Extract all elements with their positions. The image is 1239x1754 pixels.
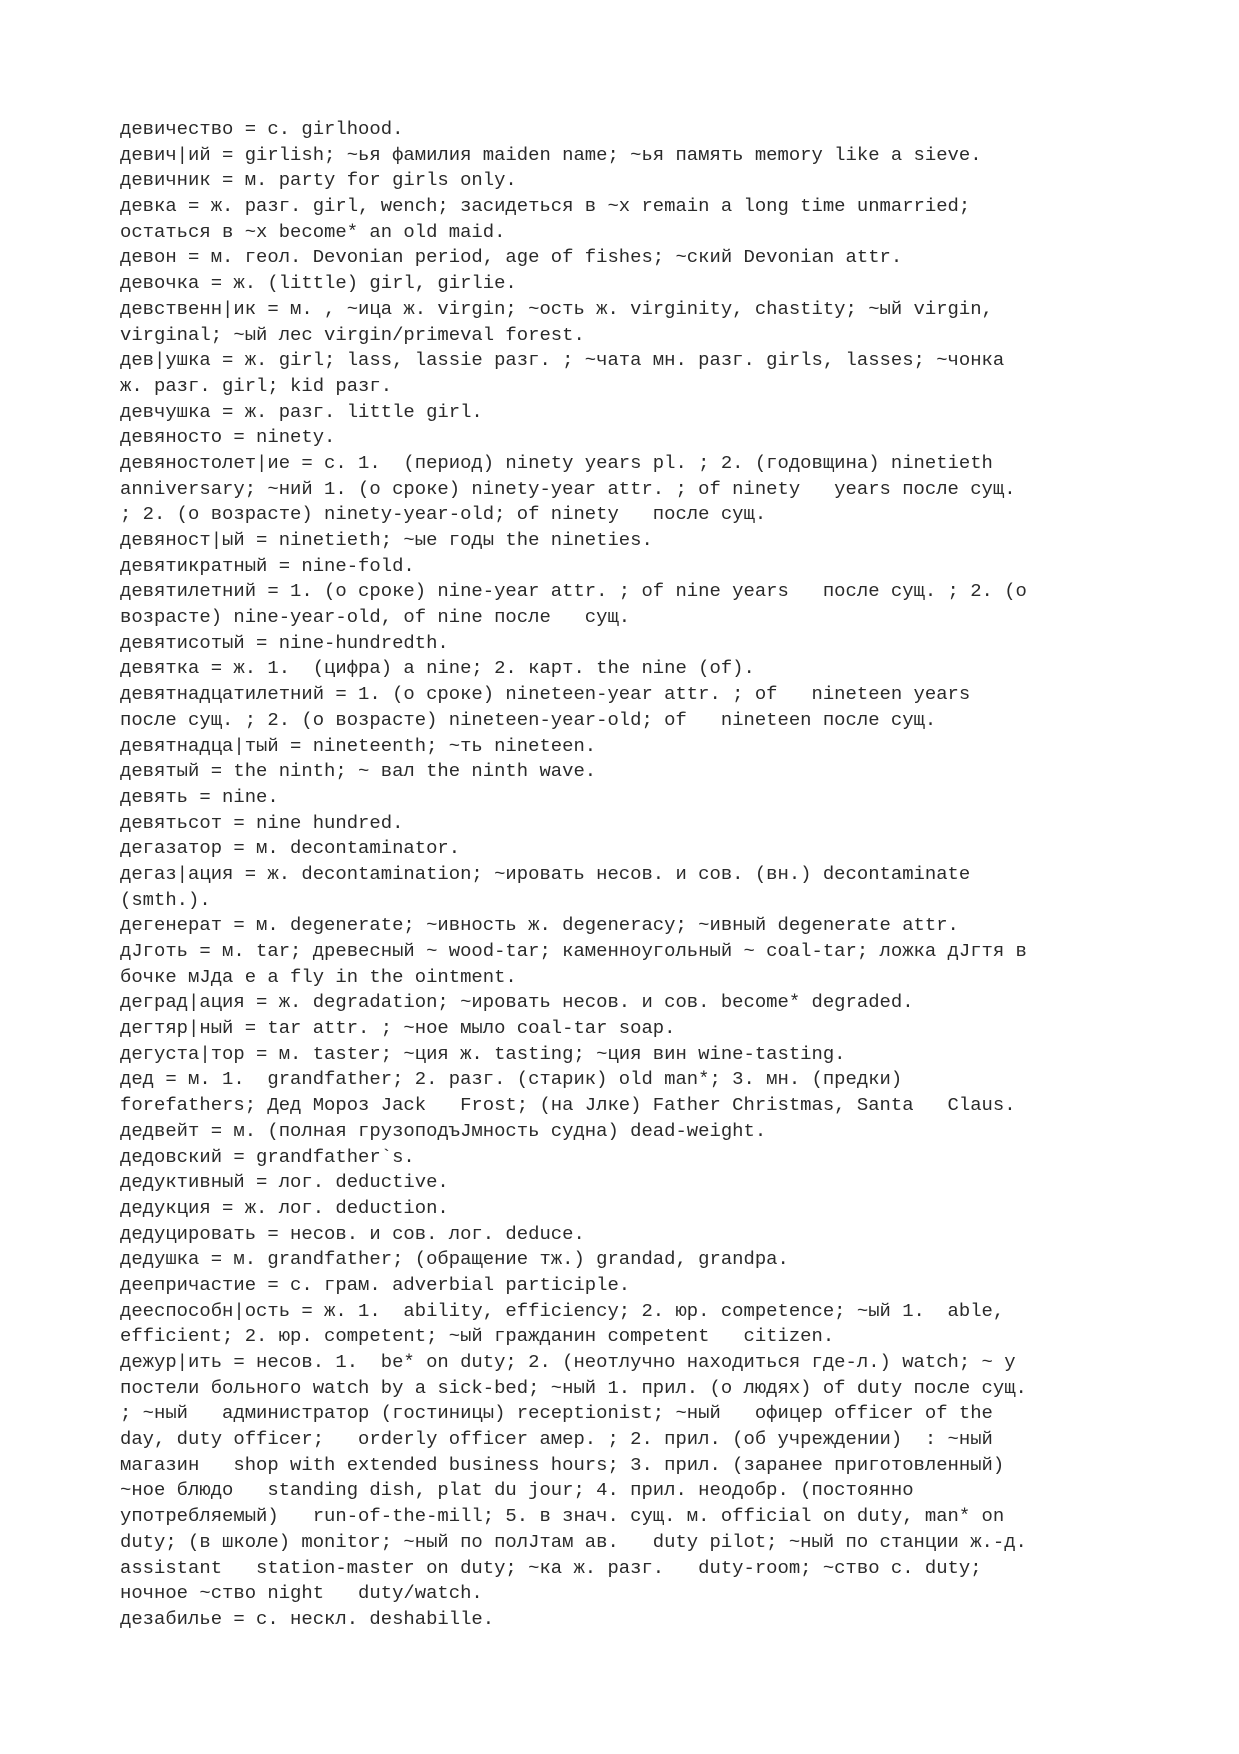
dictionary-line: дедовский = grandfather`s. xyxy=(120,1145,415,1168)
dictionary-line: девяностолет|ие = с. 1. (период) ninety years pl. ; 2. (годовщина) ninetieth xyxy=(120,451,993,474)
dictionary-line: девятка = ж. 1. (цифра) a nine; 2. карт. the nine (of). xyxy=(120,657,755,680)
dictionary-line: ; 2. (о возрасте) ninety-year-old; of ninety после сущ. xyxy=(120,503,767,526)
dictionary-line: девяност|ый = ninetieth; ~ые годы the nineties. xyxy=(120,529,653,551)
dictionary-line: девятнадца|тый = nineteenth; ~ть nineteen. xyxy=(120,734,597,757)
dictionary-line: дезабилье = с. нескл. deshabille. xyxy=(120,1607,495,1630)
dictionary-line: ночное ~ство night duty/watch. xyxy=(120,1582,483,1605)
dictionary-line: девятилетний = 1. (о сроке) nine-year attr. ; of nine years после сущ. ; 2. (о xyxy=(120,580,1027,603)
dictionary-line: бочке мЈда e a fly in the ointment. xyxy=(120,965,517,988)
dictionary-line: forefathers; Дед Мороз Jack Frost; (на Јлке) Father Christmas, Santa Claus. xyxy=(120,1094,1016,1117)
dictionary-line: девять = nine. xyxy=(120,785,279,808)
dictionary-line: дев|ушка = ж. girl; lass, lassie разг. ; ~чата мн. разг. girls, lasses; ~чонка xyxy=(120,349,1005,372)
dictionary-line: duty; (в школе) monitor; ~ный по полЈтам ав. duty pilot; ~ный по станции ж.-д. xyxy=(120,1530,1027,1553)
dictionary-line: дЈготь = м. tar; древесный ~ wood-tar; каменноугольный ~ coal-tar; ложка дЈгтя в xyxy=(120,940,1027,962)
dictionary-line: употребляемый) run-of-the-mill; 5. в знач. сущ. м. official on duty, man* on xyxy=(120,1505,1005,1528)
dictionary-line: дегуста|тор = м. taster; ~ция ж. tasting; ~ция вин wine-tasting. xyxy=(120,1042,846,1065)
dictionary-line: девятикратный = nine-fold. xyxy=(120,554,415,577)
dictionary-line: девяносто = ninety. xyxy=(120,426,336,449)
dictionary-line: деград|ация = ж. degradation; ~ировать несов. и сов. become* degraded. xyxy=(120,991,914,1014)
dictionary-line: дедукция = ж. лог. deduction. xyxy=(120,1196,449,1219)
dictionary-line: девятьсот = nine hundred. xyxy=(120,811,404,834)
dictionary-line: девка = ж. разг. girl, wench; засидеться в ~х remain a long time unmarried; xyxy=(120,195,971,218)
dictionary-line: day, duty officer; orderly officer амер. ; 2. прил. (об учреждении) : ~ный xyxy=(120,1428,993,1451)
dictionary-line: девон = м. геол. Devonian period, age of fishes; ~ский Devonian attr. xyxy=(120,246,903,269)
dictionary-line: девятисотый = nine-hundredth. xyxy=(120,631,449,654)
dictionary-line: assistant station-master on duty; ~ка ж. разг. duty-room; ~ство с. duty; xyxy=(120,1556,982,1579)
dictionary-line: после сущ. ; 2. (о возрасте) nineteen-year-old; of nineteen после сущ. xyxy=(120,708,937,731)
dictionary-line: девич|ий = girlish; ~ья фамилия maiden name; ~ья память memory like a sieve. xyxy=(120,143,982,166)
dictionary-line: дегазатор = м. decontaminator. xyxy=(120,837,461,860)
dictionary-line: дедвейт = м. (полная грузоподъЈмность судна) dead-weight. xyxy=(120,1119,767,1142)
dictionary-line: ж. разг. girl; kid разг. xyxy=(120,374,393,397)
dictionary-page xyxy=(120,117,1120,1633)
dictionary-line: дегенерат = м. degenerate; ~ивность ж. degeneracy; ~ивный degenerate attr. xyxy=(120,914,959,937)
dictionary-line: дееспособн|ость = ж. 1. ability, efficiency; 2. юр. competence; ~ый 1. able, xyxy=(120,1299,1005,1322)
dictionary-line: магазин shop with extended business hours; 3. прил. (заранее приготовленный) xyxy=(120,1453,1005,1476)
dictionary-line: ~ное блюдо standing dish, plat du jour; 4. прил. неодобр. (постоянно xyxy=(120,1479,914,1502)
dictionary-line: дегаз|ация = ж. decontamination; ~ировать несов. и сов. (вн.) decontaminate xyxy=(120,862,971,885)
dictionary-line: дежур|ить = несов. 1. be* on duty; 2. (неотлучно находиться где-л.) watch; ~ у xyxy=(120,1351,1016,1373)
dictionary-line: девятый = the ninth; ~ вал the ninth wave. xyxy=(120,760,597,783)
dictionary-line: дегтяр|ный = tar attr. ; ~ное мыло coal-tar soap. xyxy=(120,1017,676,1040)
dictionary-line: anniversary; ~ний 1. (о сроке) ninety-year attr. ; of ninety years после сущ. xyxy=(120,477,1016,500)
dictionary-line: девочка = ж. (little) girl, girlie. xyxy=(120,272,517,295)
dictionary-line: (smth.). xyxy=(120,888,211,911)
dictionary-line: efficient; 2. юр. competent; ~ый гражданин competent citizen. xyxy=(120,1325,835,1348)
dictionary-line: возрасте) nine-year-old, of nine после сущ. xyxy=(120,606,631,629)
dictionary-line: постели больного watch by a sick-bed; ~ный 1. прил. (о людях) of duty после сущ. xyxy=(120,1376,1027,1399)
dictionary-line: ; ~ный администратор (гостиницы) receptionist; ~ный офицер officer of the xyxy=(120,1402,993,1425)
dictionary-line: девичество = с. girlhood. xyxy=(120,118,404,140)
dictionary-line: дедуцировать = несов. и сов. лог. deduce. xyxy=(120,1222,585,1245)
dictionary-line: остаться в ~х become* an old maid. xyxy=(120,220,506,243)
dictionary-line: деепричастие = с. грам. adverbial participle. xyxy=(120,1273,631,1296)
dictionary-line: virginal; ~ый лес virgin/primeval forest. xyxy=(120,323,585,346)
dictionary-line: девичник = м. party for girls only. xyxy=(120,169,517,192)
dictionary-line: девственн|ик = м. , ~ица ж. virgin; ~ость ж. virginity, chastity; ~ый virgin, xyxy=(120,297,993,320)
dictionary-line: дедуктивный = лог. deductive. xyxy=(120,1171,449,1194)
dictionary-line: девчушка = ж. разг. little girl. xyxy=(120,400,483,423)
dictionary-line: дед = м. 1. grandfather; 2. разг. (старик) old man*; 3. мн. (предки) xyxy=(120,1068,903,1091)
dictionary-line: дедушка = м. grandfather; (обращение тж.) grandad, grandpa. xyxy=(120,1248,789,1271)
dictionary-line: девятнадцатилетний = 1. (о сроке) nineteen-year attr. ; of nineteen years xyxy=(120,683,971,706)
